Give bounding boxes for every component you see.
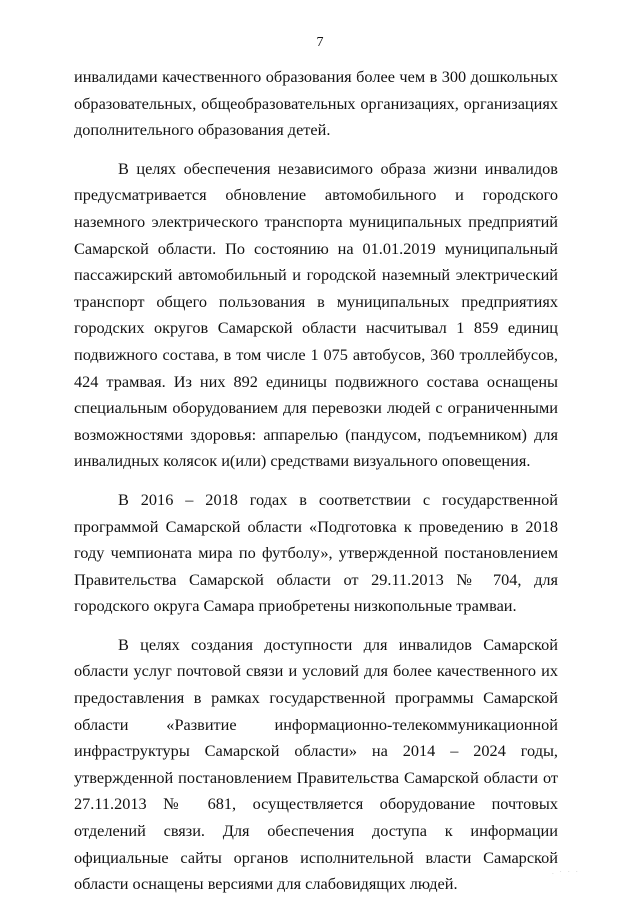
paragraph-continued-education: инвалидами качественного образования более чем в 300 дошкольных образовательных, общеобразовательных организациях, организациях дополнительного образования детей. — [74, 67, 558, 140]
scan-marks: . · · · — [552, 868, 580, 876]
paragraph-transport-update: В целях обеспечения независимого образа жизни инвалидов предусматривается обновление автомобильного и городского наземного электрического транспорта муниципальных предприятий Самарской области. По состоянию на 01.01.2019 муниципальный пассажирский автомобильный и городской наземный электрический транспорт общего пользования в муниципальных предприятиях городских округов Самарской области насчитывал 1 859 единиц подвижного состава, в том числе 1 075 автобусов, 360 троллейбусов, 424 трамвая. Из них 892 единицы подвижного состава оснащены специальным оборудованием для перевозки людей с ограниченными возможностями здоровья: аппарелью (пандусом, подъемником) для инвалидных колясок и(или) средствами визуального оповещения. — [74, 158, 558, 471]
paragraph-postal-and-websites: В целях создания доступности для инвалидов Самарской области услуг почтовой связи и условий для более качественного их предоставления в рамках государственной программы Самарской области «Развитие информационно-телекоммуникационной инфраструктуры Самарской области» на 2014 – 2024 годы, утвержденной постановлением Правительства Самарской области от 27.11.2013 № 681, осуществляется оборудование почтовых отделений связи. Для обеспечения доступа к информации официальные сайты органов исполнительной власти Самарской области оснащены версиями для слабовидящих людей. — [74, 634, 558, 894]
body-text — [74, 64, 558, 898]
paragraph-low-floor-trams: В 2016 – 2018 годах в соответствии с государственной программой Самарской области «Подготовка к проведению в 2018 году чемпионата мира по футболу», утвержденной постановлением Правительства Самарской области от 29.11.2013 № 704, для городского округа Самара приобретены низкопольные трамваи. — [74, 489, 558, 616]
page-number: 7 — [316, 35, 324, 50]
